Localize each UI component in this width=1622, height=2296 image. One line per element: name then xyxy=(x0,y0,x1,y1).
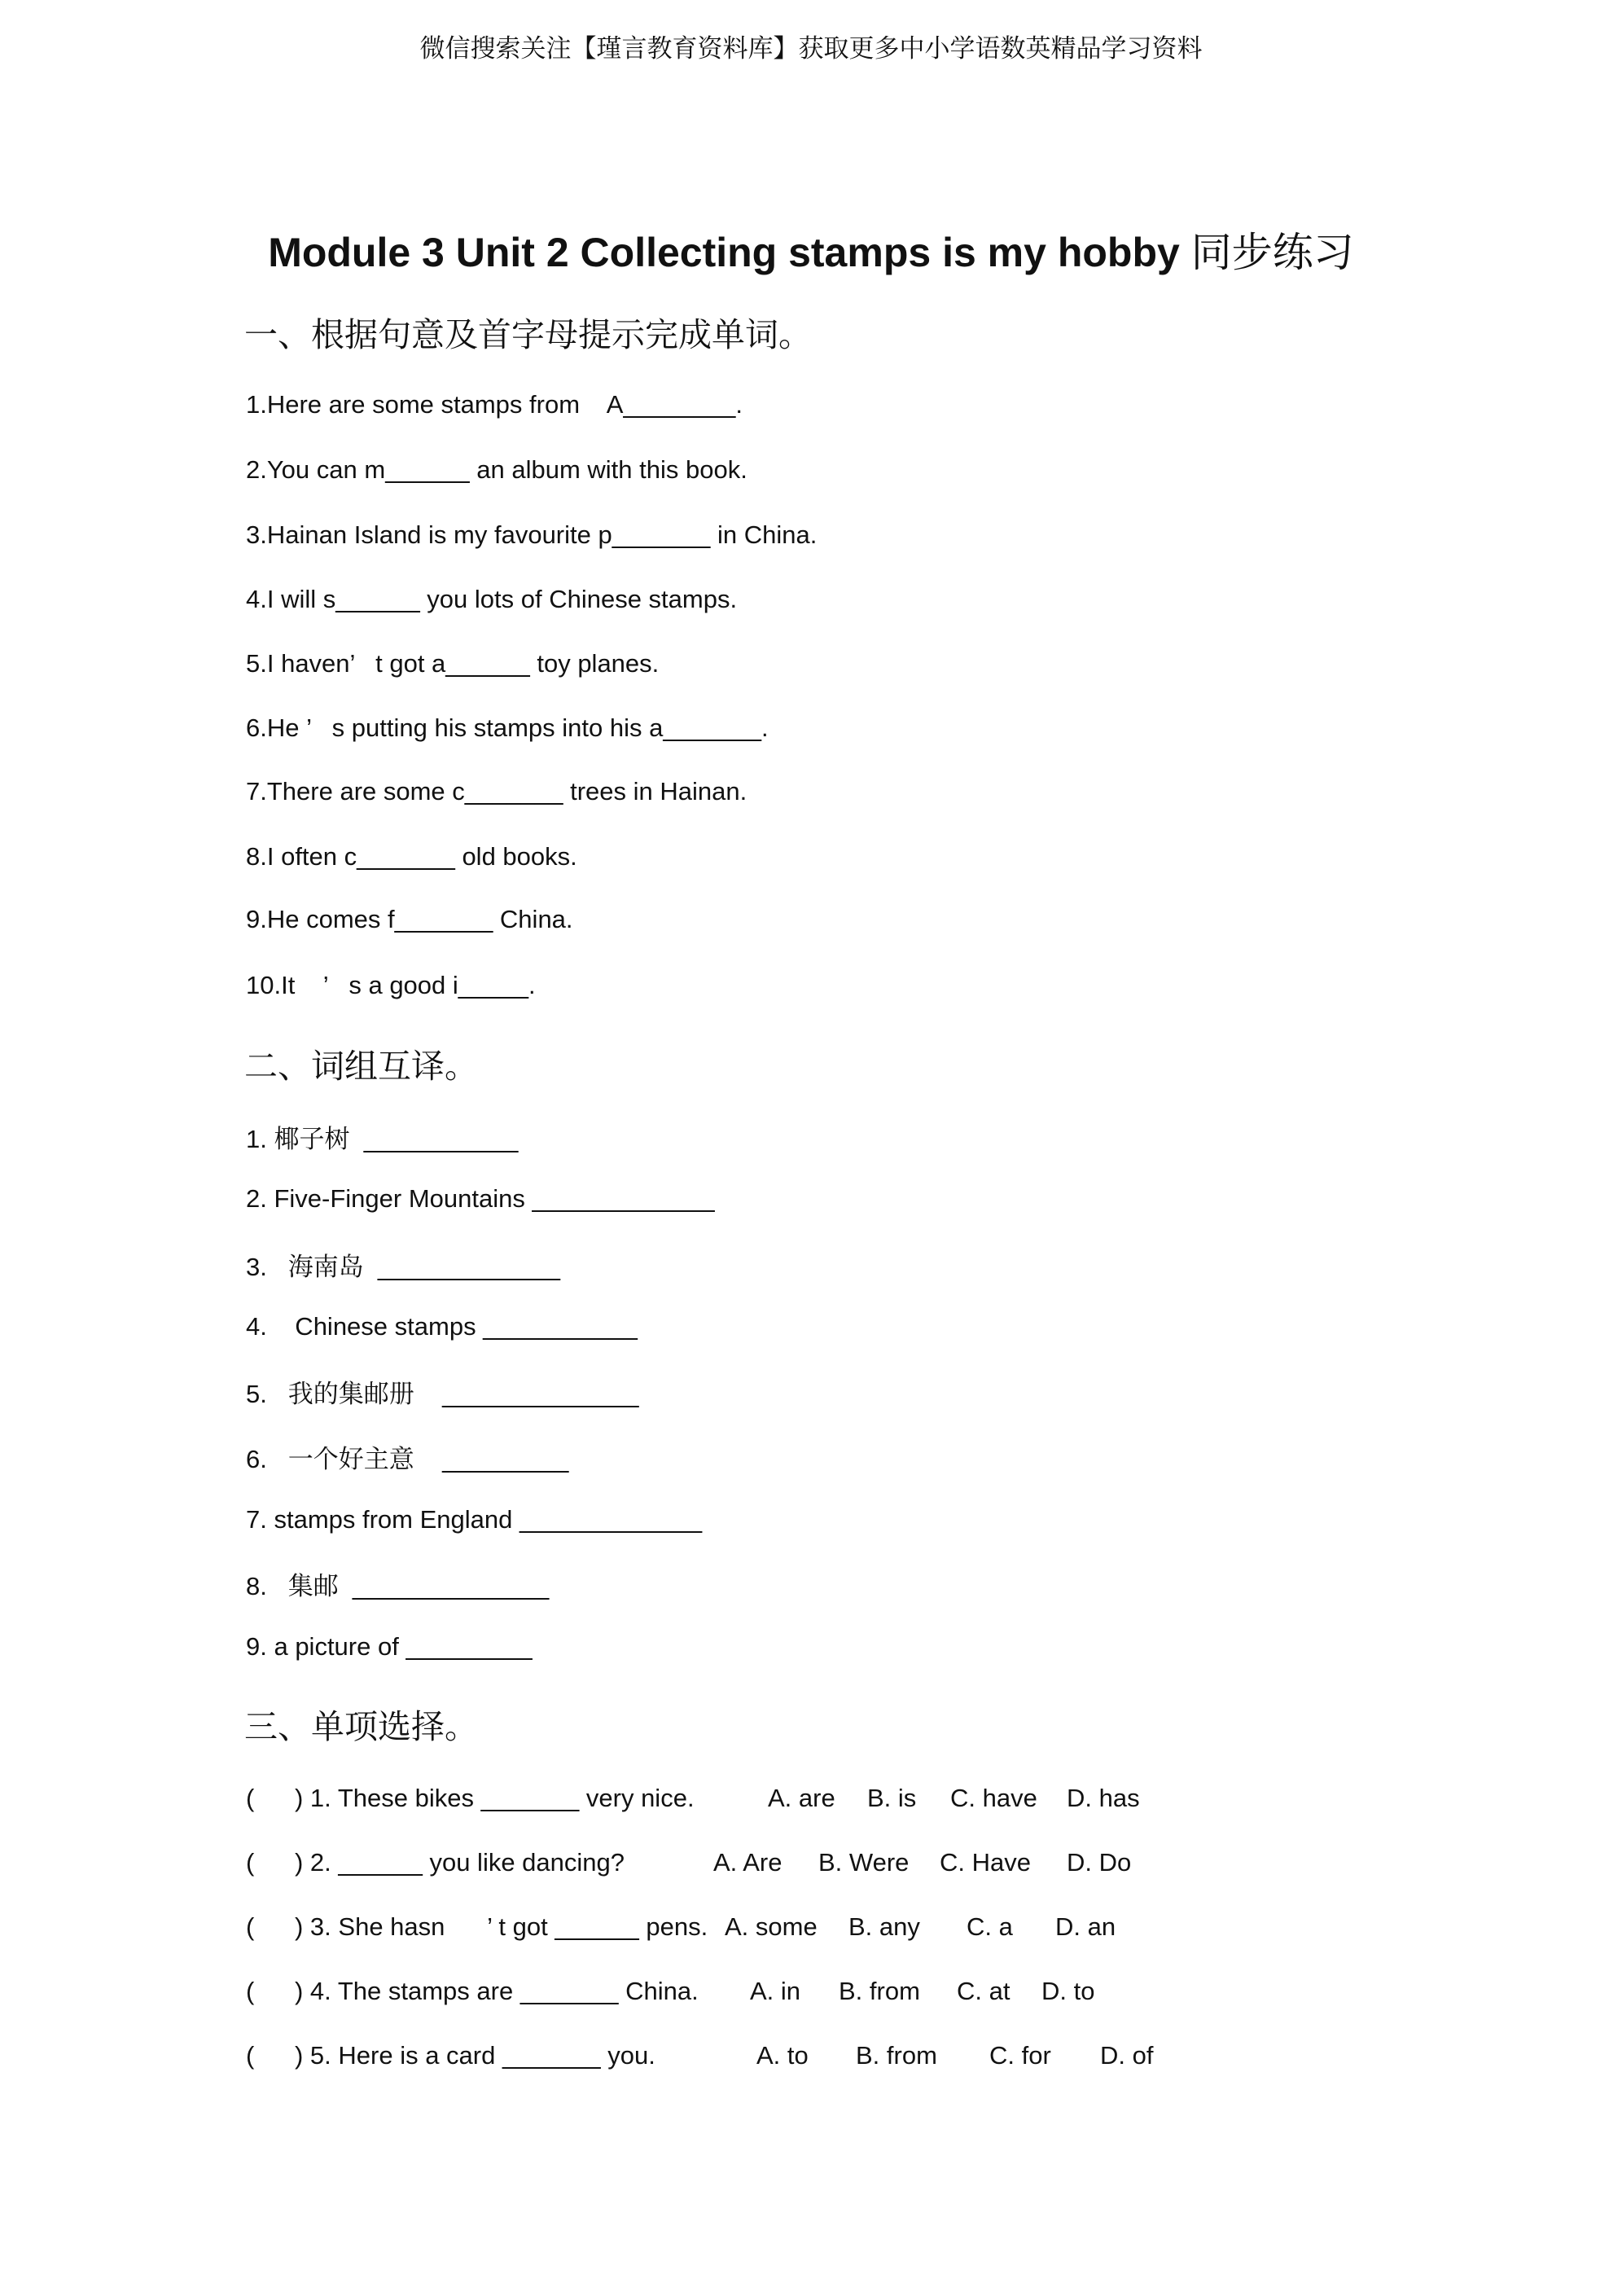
question-stem: ) 2. ______ you like dancing? xyxy=(295,1848,625,1877)
option-b: B. Were xyxy=(818,1848,910,1877)
section-2-item: 5. 我的集邮册 ______________ xyxy=(246,1380,639,1408)
section-1-item: 7.There are some c_______ trees in Hainan. xyxy=(246,777,747,806)
section-1-item: 3.Hainan Island is my favourite p_______ in China. xyxy=(246,520,818,549)
section-2-item: 4. Chinese stamps ___________ xyxy=(246,1312,638,1341)
question-stem: ) 1. These bikes _______ very nice. xyxy=(295,1784,695,1812)
section-1-item: 4.I will s______ you lots of Chinese stamps. xyxy=(246,585,738,613)
section-2-heading: 二、词组互译。 xyxy=(244,1047,478,1086)
option-a: A. Are xyxy=(713,1848,783,1877)
option-d: D. an xyxy=(1055,1912,1116,1941)
choice-question-5 xyxy=(246,2041,1154,2246)
option-b: B. from xyxy=(856,2041,937,2070)
option-c: C. for xyxy=(989,2041,1051,2070)
option-d: D. of xyxy=(1100,2041,1154,2070)
section-1-item: 5.I haven’ t got a______ toy planes. xyxy=(246,649,660,678)
option-c: C. at xyxy=(957,1977,1010,2005)
worksheet-title-chinese: 同步练习 xyxy=(1190,229,1354,276)
section-2-item: 3. 海南岛 _____________ xyxy=(246,1253,561,1281)
watermark-header: 微信搜索关注【瑾言教育资料库】获取更多中小学语数英精品学习资料 xyxy=(419,34,1203,64)
section-3-heading: 三、单项选择。 xyxy=(244,1707,478,1746)
answer-paren: ( xyxy=(246,2041,255,2070)
section-2-item: 7. stamps from England _____________ xyxy=(246,1505,703,1534)
answer-paren: ( xyxy=(246,1784,255,1812)
worksheet-title xyxy=(0,220,1622,279)
answer-paren: ( xyxy=(246,1848,255,1877)
section-2-item: 6. 一个好主意 _________ xyxy=(246,1445,569,1473)
section-1-item: 6.He ’ s putting his stamps into his a_______. xyxy=(246,713,769,742)
option-d: D. has xyxy=(1067,1784,1140,1812)
section-1-item: 1.Here are some stamps from A________. xyxy=(246,390,743,419)
worksheet-title-english: Module 3 Unit 2 Collecting stamps is my hobby xyxy=(268,230,1180,275)
option-a: A. to xyxy=(756,2041,809,2070)
option-d: D. to xyxy=(1041,1977,1095,2005)
section-1-item: 9.He comes f_______ China. xyxy=(246,905,573,933)
section-1-item: 10.It ’ s a good i_____. xyxy=(246,971,536,999)
option-a: A. some xyxy=(725,1912,818,1941)
option-c: C. Have xyxy=(940,1848,1031,1877)
section-1-item: 8.I often c_______ old books. xyxy=(246,842,577,871)
section-2-item: 9. a picture of _________ xyxy=(246,1632,533,1661)
question-stem: ) 3. She hasn ’ t got ______ pens. xyxy=(295,1912,708,1941)
section-2-item: 2. Five-Finger Mountains _____________ xyxy=(246,1184,715,1213)
question-stem: ) 4. The stamps are _______ China. xyxy=(295,1977,699,2005)
option-c: C. have xyxy=(950,1784,1037,1812)
option-c: C. a xyxy=(967,1912,1013,1941)
option-b: B. is xyxy=(867,1784,917,1812)
answer-paren: ( xyxy=(246,1977,255,2005)
option-d: D. Do xyxy=(1067,1848,1132,1877)
option-b: B. any xyxy=(848,1912,920,1941)
section-2-item: 8. 集邮 ______________ xyxy=(246,1572,550,1600)
section-2-item: 1. 椰子树 ___________ xyxy=(246,1125,519,1153)
answer-paren: ( xyxy=(246,1912,255,1941)
section-1-item: 2.You can m______ an album with this book. xyxy=(246,455,747,484)
option-a: A. in xyxy=(750,1977,801,2005)
section-1-heading: 一、根据句意及首字母提示完成单词。 xyxy=(244,315,812,354)
option-a: A. are xyxy=(768,1784,835,1812)
option-b: B. from xyxy=(839,1977,920,2005)
question-stem: ) 5. Here is a card _______ you. xyxy=(295,2041,655,2070)
